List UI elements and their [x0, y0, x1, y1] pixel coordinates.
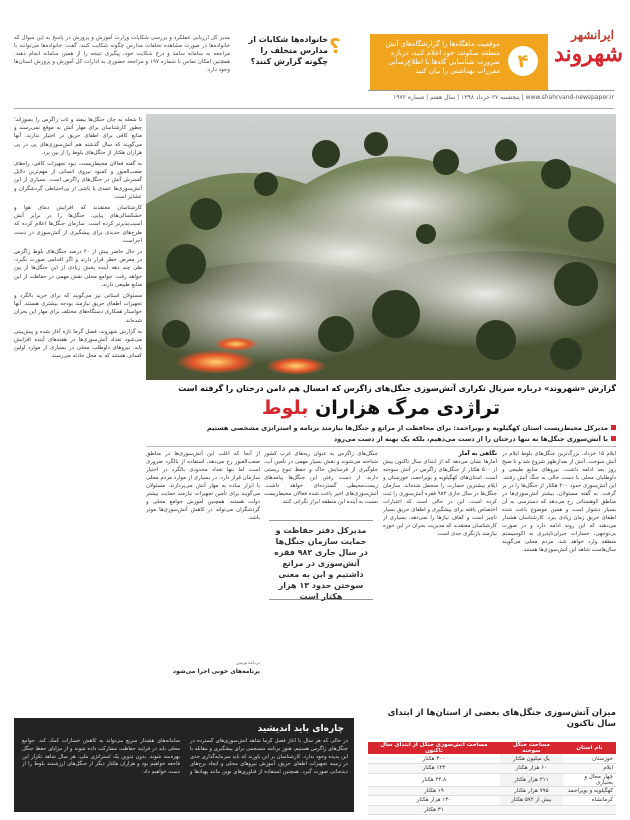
- column-heading: نگاهی به آمار: [458, 451, 497, 457]
- supertitle: گزارش «شهروند» درباره سریال تکراری آتش‌سوزی جنگل‌های زاگرس که امسال هم دامن درختان را گرفته است: [178, 384, 616, 393]
- opinion-title: برنامه‌های خوبی اجرا می‌شود: [172, 668, 260, 675]
- main-headline-text: تراژدی مرگ هزاران: [308, 397, 501, 419]
- table-cell: [500, 805, 563, 815]
- logo-top: ایرانشهر: [571, 28, 614, 42]
- page-number: ۴: [508, 46, 538, 76]
- table-header: مساحت جنگل سوخته: [500, 742, 563, 754]
- table-header: مساحت آتش‌سوزی جنگل از ابتدای سال تاکنون: [368, 742, 500, 754]
- table-cell: یک میلیون هکتار: [500, 754, 563, 764]
- table-cell: [563, 805, 616, 815]
- paragraph: مسئولان استانی نیز می‌گویند که برای خرید بالگرد و تجهیزات اطفای حریق نیازمند بودجه بیشتری هستند. آنها خواستار همکاری دستگاه‌های مختلف برای مهار این بحران شده‌اند.: [14, 293, 142, 324]
- table-cell: ۴۴.۸ هکتار: [368, 773, 500, 786]
- subheadline-text: مدیرکل محیط‌زیست استان کهگیلویه و بویراحمد: برای محافظت از مراتع و جنگل‌ها نیازمند برنامه و استراتژی مشخصی هستیم: [206, 424, 608, 432]
- pull-quote: [269, 520, 373, 600]
- issue-meta: پنجشنبه ۲۷ خرداد ۱۳۹۸ | سال هفتم | شماره ۱۹۷۲ | www.shahrvand-newspaper.ir: [393, 94, 614, 101]
- table-header-row: [368, 742, 616, 754]
- table-row: [368, 796, 616, 806]
- article-column-4: از آنجا که اغلب این آتش‌سوزی‌ها در مناطق صعب‌العبور رخ می‌دهد، استفاده از بالگرد ضروری است اما تنها تعداد محدودی بالگرد در اختیار سازمان قرار دارد. در بسیاری از موارد مردم محلی با ابزار ساده به مهار آتش می‌پردازند. مسئولان می‌گویند برای تأمین تجهیزات نیازمند حمایت بیشتر دولت هستند. همچنین آموزش جوامع محلی و گردشگران می‌تواند در کاهش آتش‌سوزی‌ها موثر باشد.: [146, 451, 260, 521]
- paragraph: به گزارش شهروند، فصل گرما تازه آغاز شده و پیش‌بینی می‌شود تعداد آتش‌سوزی‌ها در هفته‌های آینده افزایش یابد. نیروهای داوطلب محلی در بسیاری از موارد اولین کسانی هستند که به محل حادثه می‌رسند.: [14, 328, 142, 360]
- logo-main: شهروند: [554, 41, 624, 67]
- forest-fire-photo: [146, 114, 616, 380]
- main-headline: [146, 397, 616, 419]
- paragraph: به گفته فعالان محیط‌زیست، نبود تجهیزات کافی، راه‌های صعب‌العبور و کمبود نیروی انسانی از مهم‌ترین دلایل گسترش آتش در جنگل‌های زاگرس است. بسیاری از این آتش‌سوزی‌ها عمدی یا ناشی از بی‌احتیاطی گردشگران و عشایر است.: [14, 161, 142, 200]
- table-cell: ۳۰۰ هکتار: [368, 754, 500, 764]
- divider: [146, 446, 616, 447]
- forest-fire-illustration: [146, 114, 616, 380]
- table-cell: ۱۳۰ هزار هکتار: [368, 796, 500, 806]
- table-cell: ۲۱۱ هزار هکتار: [500, 773, 563, 786]
- column-text: آمارها نشان می‌دهد که از ابتدای سال تاکنون بیش از ۵۰۰ هکتار از جنگل‌های زاگرس در آتش سوخته است. استان‌های کهگیلویه و بویراحمد، خوزستان و ایلام بیشترین خسارت را متحمل شده‌اند. سازمان جنگل‌ها در سال جاری ۹۸۲ فقره آتش‌سوزی را ثبت کرده است. این در حالی است که اعتبارات اختصاص یافته برای پیشگیری و اطفای حریق بسیار ناچیز است و کفاف نیازها را نمی‌دهد. بسیاری از کارشناسان معتقدند که مدیریت بحران در این حوزه نیازمند بازنگری جدی است.: [383, 459, 497, 537]
- table-cell: خوزستان: [563, 754, 616, 764]
- editorial-title: چاره‌ای باید اندیشید: [257, 724, 344, 734]
- table-cell: ۱۴۳ هکتار: [368, 764, 500, 774]
- side-lead: مدیر کل ارزیابی عملکرد و بررسی شکایات وزارت آموزش و پرورش در پاسخ به این سوال که خانواده‌ها در صورت مشاهده تخلفات مدارس چگونه شکایت کنند، گفت: خانواده‌ها می‌توانند با مراجعه به سامانه سامد و درج شکایت خود، پیگیری نتیجه را از همین سامانه انجام دهند. همچنین امکان تماس با شماره ۱۹۷ و مراجعه حضوری به ادارات کل آموزش و پرورش استان‌ها وجود دارد.: [14, 35, 230, 73]
- article-column-3: جنگل‌های زاگرس به عنوان ریه‌های غرب کشور شناخته می‌شوند و نقش بسیار مهمی در تأمین آب، جلوگیری از فرسایش خاک و حفظ تنوع زیستی دارند. از دست رفتن این جنگل‌ها پیامدهای زیست‌محیطی گسترده‌ای خواهد داشت. آتش‌سوزی‌های اخیر باعث شده فعالان محیط‌زیست نسبت به آینده این منطقه ابراز نگرانی کنند.: [264, 451, 378, 505]
- table-cell: ایلام: [563, 764, 616, 774]
- left-article-column: [14, 116, 142, 696]
- question-icon: ؟: [329, 34, 341, 58]
- table-row: [368, 805, 616, 815]
- main-headline-highlight: بلوط: [261, 397, 309, 419]
- table-cell: ۱۹ هکتار: [368, 786, 500, 796]
- pull-quote-text: مدیرکل دفتر حفاظت و حمایت سازمان جنگل‌ها در سال جاری ۹۸۲ فقره آتش‌سوزی در مراتع داشتیم و این به معنی سوختن حدود ۱۳ هزار هکتار است: [274, 526, 368, 601]
- article-column-1: ایلام ۱۵ خرداد، بزرگ‌ترین جنگل‌های بلوط ایلام در آتش سوخت. آتش از بعدازظهر شروع شد و تا صبح روز بعد ادامه داشت. نیروهای منابع طبیعی و داوطلبان محلی با دست خالی به جنگ آتش رفتند. این آتش‌سوزی حدود ۲۰۰ هکتار از جنگل‌ها را در بر گرفت. به گفته مسئولان، بیشتر آتش‌سوزی‌ها در مناطق کوهستانی رخ می‌دهد که دسترسی به آن بسیار دشوار است و همین موضوع باعث شده اطفای حریق زمان زیادی ببرد. کارشناسان هشدار می‌دهند که این روند ادامه دارد و در صورت بی‌توجهی، خسارات جبران‌ناپذیری به اکوسیستم منطقه وارد خواهد شد. مردم محلی می‌گویند سال‌هاست شاهد این آتش‌سوزی‌ها هستند.: [502, 451, 616, 553]
- editorial-box: [14, 718, 354, 812]
- masthead-divider: [368, 90, 614, 91]
- teaser-text: موقعیت ماهگاه‌ها را گزارشگاه‌های آتش منطقه سکونت خود اعلام کنید، درباره ضرورت شناسایی گاه‌ها با اطلاع‌رسانی مقررات بهداشتی را بیان کنید: [385, 40, 500, 75]
- table-row: [368, 773, 616, 786]
- table-cell: ۷۹۵ هزار هکتار: [500, 786, 563, 796]
- table-header: نام استان: [563, 742, 616, 754]
- table-cell: چهار محال و بختیاری: [563, 773, 616, 786]
- table-cell: کرمانشاه: [563, 796, 616, 806]
- fire-stats-table: [368, 742, 616, 815]
- paragraph: تا شعله به جان جنگل‌ها بیفتد و تاب زاگرس را بسوزاند؛ چطور کارشناسان برای مهار آتش به موقع نمی‌رسند و منابع کافی برای اطفای حریق در اختیار ندارند. آنها می‌گویند که سال گذشته هم آتش‌سوزی‌های پی در پی هزاران هکتار از جنگل‌های بلوط را از بین برد.: [14, 117, 142, 156]
- header-divider: [14, 108, 614, 109]
- masthead: [14, 28, 624, 108]
- table-title: میزان آتش‌سوزی جنگل‌های بعضی از استان‌ها از ابتدای سال تاکنون: [387, 708, 616, 729]
- article-column-2: [383, 450, 497, 700]
- table-cell: بیش از ۵۷۲ هکتار: [500, 796, 563, 806]
- opinion-label: برنامه‌نویس: [235, 660, 260, 666]
- editorial-body: در حالی که هر سال با آغاز فصل گرما شاهد آتش‌سوزی‌های گسترده در جنگل‌های زاگرس هستیم، هنوز برنامه منسجمی برای پیشگیری و مقابله با این پدیده وجود ندارد. کارشناسان بر این باورند که باید سرمایه‌گذاری جدی در زمینه تجهیزات اطفای حریق، آموزش نیروهای محلی و ایجاد برج‌های دیده‌بانی صورت گیرد. همچنین استفاده از فناوری‌های نوین مانند پهپادها و سامانه‌های هشدار سریع می‌تواند به کاهش خسارات کمک کند. جوامع محلی باید در فرایند حفاظت مشارکت داده شوند و از مزایای حفظ جنگل بهره‌مند شوند. بدون تدوین یک استراتژی ملی، هر سال شاهد تکرار این فاجعه خواهیم بود و هزاران هکتار دیگر از جنگل‌های ارزشمند بلوط را از دست خواهیم داد.: [22, 738, 348, 776]
- teaser-box: [370, 34, 548, 90]
- table-cell: ۳۱ هکتار: [368, 805, 500, 815]
- paragraph: کارشناسان معتقدند که افزایش دمای هوا و خشکسالی‌های پیاپی، جنگل‌ها را در برابر آتش آسیب‌پذیرتر کرده است. سازمان جنگل‌ها اعلام کرده که طرح‌های جدیدی برای پیشگیری از آتش‌سوزی در دست اجراست.: [14, 205, 142, 244]
- red-square-icon: [611, 425, 616, 430]
- table-cell: کهگیلویه و بویراحمد: [563, 786, 616, 796]
- table-row: [368, 754, 616, 764]
- table-cell: ۶۰ هزار هکتار: [500, 764, 563, 774]
- red-square-icon: [611, 436, 616, 441]
- subheadline-1: [146, 424, 616, 432]
- table-row: [368, 786, 616, 796]
- paragraph: در حال حاضر بیش از ۴۰ درصد جنگل‌های بلوط زاگرس در معرض خطر قرار دارند و اگر اقدامی صورت نگیرد، طی چند دهه آینده بخش زیادی از این جنگل‌ها از بین خواهد رفت. جوامع محلی نقش مهمی در حفاظت از این منابع طبیعی دارند.: [14, 249, 142, 288]
- subheadline-text: با آتش‌سوزی جنگل‌ها نه تنها درختان را از دست می‌دهیم، بلکه یک بهنه از دست می‌رود: [333, 435, 608, 443]
- side-headline: خانواده‌ها شکایات از مدارس متخلف را چگونه گزارش کنند؟: [248, 35, 328, 66]
- table-row: [368, 764, 616, 774]
- subheadline-2: [146, 435, 616, 443]
